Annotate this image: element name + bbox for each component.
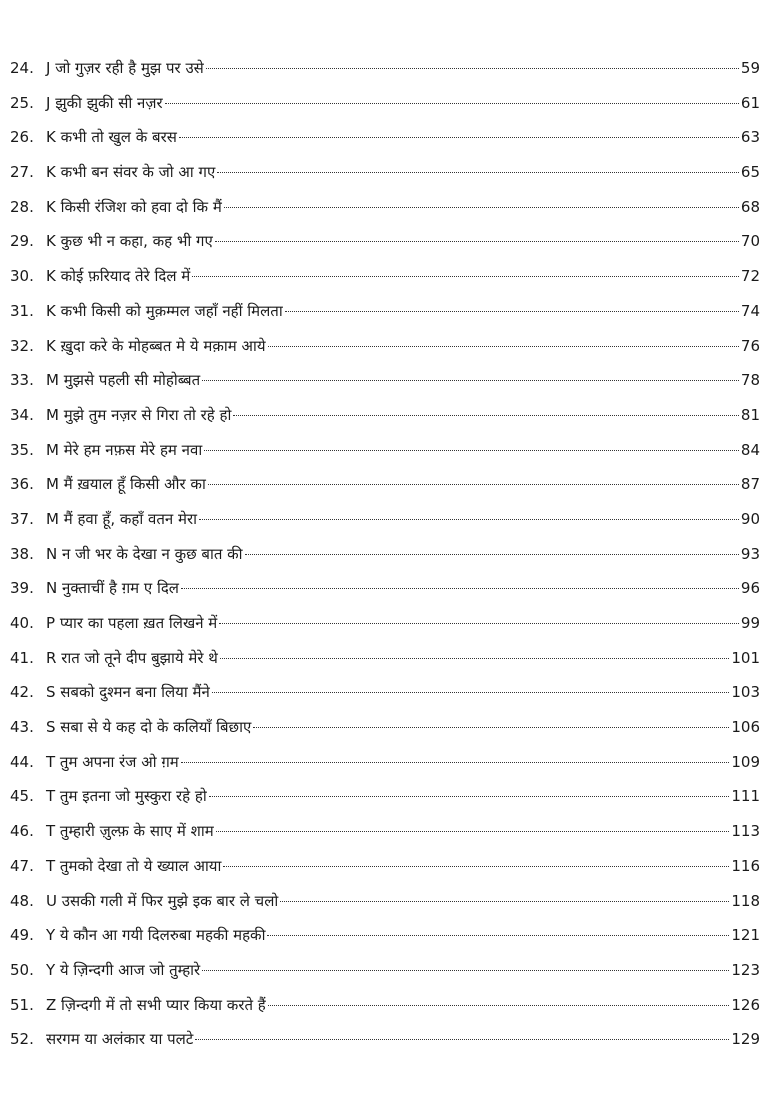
entry-page-number: 76 [740, 336, 760, 355]
entry-number: 52. [10, 1030, 34, 1049]
entry-page-number: 90 [740, 509, 760, 528]
entry-page-number: 87 [740, 475, 760, 494]
entry-page-number: 72 [740, 267, 760, 286]
entry-title: T तुमको देखा तो ये ख्याल आया [46, 856, 222, 875]
entry-number: 31. [10, 301, 34, 320]
entry-number: 33. [10, 371, 34, 390]
entry-page-number: 68 [740, 197, 760, 216]
entry-number: 30. [10, 267, 34, 286]
toc-entry[interactable] [10, 398, 760, 433]
entry-title: M मेरे हम नफ़स मेरे हम नवा [46, 440, 203, 459]
toc-entry[interactable] [10, 571, 760, 606]
toc-entry[interactable] [10, 884, 760, 919]
entry-title: M मुझे तुम नज़र से गिरा तो रहे हो [46, 405, 232, 424]
entry-page-number: 109 [731, 752, 760, 771]
dot-leader [204, 450, 739, 451]
entry-page-number: 63 [740, 128, 760, 147]
toc-entry[interactable] [10, 190, 760, 225]
dot-leader [181, 588, 739, 589]
entry-number: 25. [10, 93, 34, 112]
entry-number: 38. [10, 544, 34, 563]
entry-title: K ख़ुदा करे के मोहब्बत मे ये मक़ाम आये [46, 336, 266, 355]
entry-page-number: 101 [731, 648, 760, 667]
entry-number: 35. [10, 440, 34, 459]
dot-leader [209, 796, 730, 797]
entry-page-number: 118 [731, 891, 760, 910]
entry-title: T तुम्हारी ज़ुल्फ़ के साए में शाम [46, 822, 214, 841]
toc-entry[interactable] [10, 675, 760, 710]
toc-entry[interactable] [10, 433, 760, 468]
toc-entry[interactable] [10, 259, 760, 294]
toc-entry[interactable] [10, 502, 760, 537]
toc-entry[interactable] [10, 363, 760, 398]
dot-leader [195, 1039, 729, 1040]
entry-page-number: 116 [731, 856, 760, 875]
entry-title: U उसकी गली में फिर मुझे इक बार ले चलो [46, 891, 279, 910]
entry-title: Y ये ज़िन्दगी आज जो तुम्हारे [46, 960, 201, 979]
entry-page-number: 113 [731, 822, 760, 841]
dot-leader [219, 623, 739, 624]
toc-entry[interactable] [10, 86, 760, 121]
entry-page-number: 106 [731, 718, 760, 737]
dot-leader [268, 1005, 730, 1006]
dot-leader [268, 346, 739, 347]
entry-title: T तुम अपना रंज ओ ग़म [46, 752, 179, 771]
dot-leader [199, 519, 739, 520]
entry-title: सरगम या अलंकार या पलटे [46, 1030, 194, 1049]
dot-leader [217, 172, 739, 173]
entry-number: 34. [10, 405, 34, 424]
entry-page-number: 111 [731, 787, 760, 806]
entry-title: K कभी तो खुल के बरस [46, 128, 177, 147]
entry-title: K कभी किसी को मुक़म्मल जहाँ नहीं मिलता [46, 301, 283, 320]
entry-page-number: 99 [740, 614, 760, 632]
entry-title: K किसी रंजिश को हवा दो कि मैं [46, 197, 222, 216]
dot-leader [245, 554, 739, 555]
dot-leader [165, 103, 739, 104]
entry-title: S सबको दुश्मन बना लिया मैंने [46, 683, 210, 702]
table-of-contents [10, 51, 760, 1057]
entry-number: 49. [10, 926, 34, 945]
dot-leader [285, 311, 739, 312]
toc-entry[interactable] [10, 953, 760, 988]
entry-title: M मैं हवा हूँ, कहाँ वतन मेरा [46, 509, 198, 528]
entry-page-number: 70 [740, 232, 760, 251]
entry-title: Z ज़िन्दगी में तो सभी प्यार किया करते हैं [46, 995, 266, 1014]
toc-entry[interactable] [10, 710, 760, 745]
dot-leader [223, 866, 729, 867]
entry-number: 32. [10, 336, 34, 355]
dot-leader [224, 207, 739, 208]
entry-page-number: 129 [731, 1030, 760, 1049]
entry-title: J झुकी झुकी सी नज़र [46, 93, 163, 112]
entry-number: 45. [10, 787, 34, 806]
toc-entry[interactable] [10, 1022, 760, 1057]
toc-entry[interactable] [10, 329, 760, 364]
entry-number: 46. [10, 822, 34, 841]
entry-number: 37. [10, 509, 34, 528]
toc-entry[interactable] [10, 537, 760, 572]
dot-leader [220, 658, 730, 659]
entry-page-number: 103 [731, 683, 760, 702]
toc-entry[interactable] [10, 641, 760, 676]
toc-entry[interactable] [10, 606, 760, 641]
entry-title: N नुक्ताचीं है ग़म ए दिल [46, 579, 179, 598]
dot-leader [212, 692, 730, 693]
entry-page-number: 123 [731, 960, 760, 979]
dot-leader [215, 241, 739, 242]
entry-title: K कोई फ़रियाद तेरे दिल में [46, 267, 191, 286]
entry-title: M मैं ख़याल हूँ किसी और का [46, 475, 206, 494]
entry-number: 44. [10, 752, 34, 771]
toc-entry[interactable] [10, 849, 760, 884]
toc-entry[interactable] [10, 988, 760, 1023]
entry-page-number: 121 [731, 926, 760, 945]
toc-entry[interactable] [10, 467, 760, 502]
toc-entry[interactable] [10, 814, 760, 849]
entry-title: K कुछ भी न कहा, कह भी गए [46, 232, 213, 251]
dot-leader [208, 484, 739, 485]
toc-entry[interactable] [10, 224, 760, 259]
dot-leader [192, 276, 739, 277]
entry-page-number: 93 [740, 544, 760, 563]
entry-title: N न जी भर के देखा न कुछ बात की [46, 544, 243, 563]
entry-page-number: 81 [740, 405, 760, 424]
entry-number: 27. [10, 163, 34, 182]
toc-entry[interactable] [10, 120, 760, 155]
dot-leader [280, 901, 729, 902]
entry-page-number: 65 [740, 163, 760, 182]
toc-entry[interactable] [10, 155, 760, 190]
entry-title: P प्यार का पहला ख़त लिखने में [46, 614, 218, 632]
entry-page-number: 126 [731, 995, 760, 1014]
entry-number: 26. [10, 128, 34, 147]
dot-leader [202, 380, 739, 381]
dot-leader [253, 727, 729, 728]
entry-number: 24. [10, 59, 34, 77]
dot-leader [233, 415, 739, 416]
entry-title: T तुम इतना जो मुस्कुरा रहे हो [46, 787, 207, 806]
toc-entry[interactable] [10, 745, 760, 780]
toc-entry[interactable] [10, 294, 760, 329]
entry-number: 29. [10, 232, 34, 251]
dot-leader [216, 831, 730, 832]
toc-entry[interactable] [10, 51, 760, 86]
entry-number: 41. [10, 648, 34, 667]
entry-number: 42. [10, 683, 34, 702]
dot-leader [202, 970, 729, 971]
entry-page-number: 74 [740, 301, 760, 320]
entry-number: 48. [10, 891, 34, 910]
entry-number: 43. [10, 718, 34, 737]
entry-page-number: 84 [740, 440, 760, 459]
entry-title: S सबा से ये कह दो के कलियाँ बिछाए [46, 718, 252, 737]
dot-leader [179, 137, 739, 138]
entry-number: 51. [10, 995, 34, 1014]
entry-page-number: 96 [740, 579, 760, 598]
toc-entry[interactable] [10, 918, 760, 953]
entry-number: 47. [10, 856, 34, 875]
dot-leader [267, 935, 729, 936]
toc-entry[interactable] [10, 779, 760, 814]
entry-title: M मुझसे पहली सी मोहोब्बत [46, 371, 201, 390]
entry-number: 28. [10, 197, 34, 216]
dot-leader [181, 762, 730, 763]
entry-page-number: 78 [740, 371, 760, 390]
entry-title: K कभी बन संवर के जो आ गए [46, 163, 216, 182]
entry-title: R रात जो तूने दीप बुझाये मेरे थे [46, 648, 218, 667]
entry-number: 40. [10, 614, 34, 632]
entry-number: 39. [10, 579, 34, 598]
dot-leader [206, 68, 739, 69]
entry-page-number: 61 [740, 93, 760, 112]
entry-number: 50. [10, 960, 34, 979]
entry-page-number: 59 [740, 59, 760, 77]
entry-title: Y ये कौन आ गयी दिलरुबा महकी महकी [46, 926, 266, 945]
entry-number: 36. [10, 475, 34, 494]
entry-title: J जो गुज़र रही है मुझ पर उसे [46, 59, 204, 77]
